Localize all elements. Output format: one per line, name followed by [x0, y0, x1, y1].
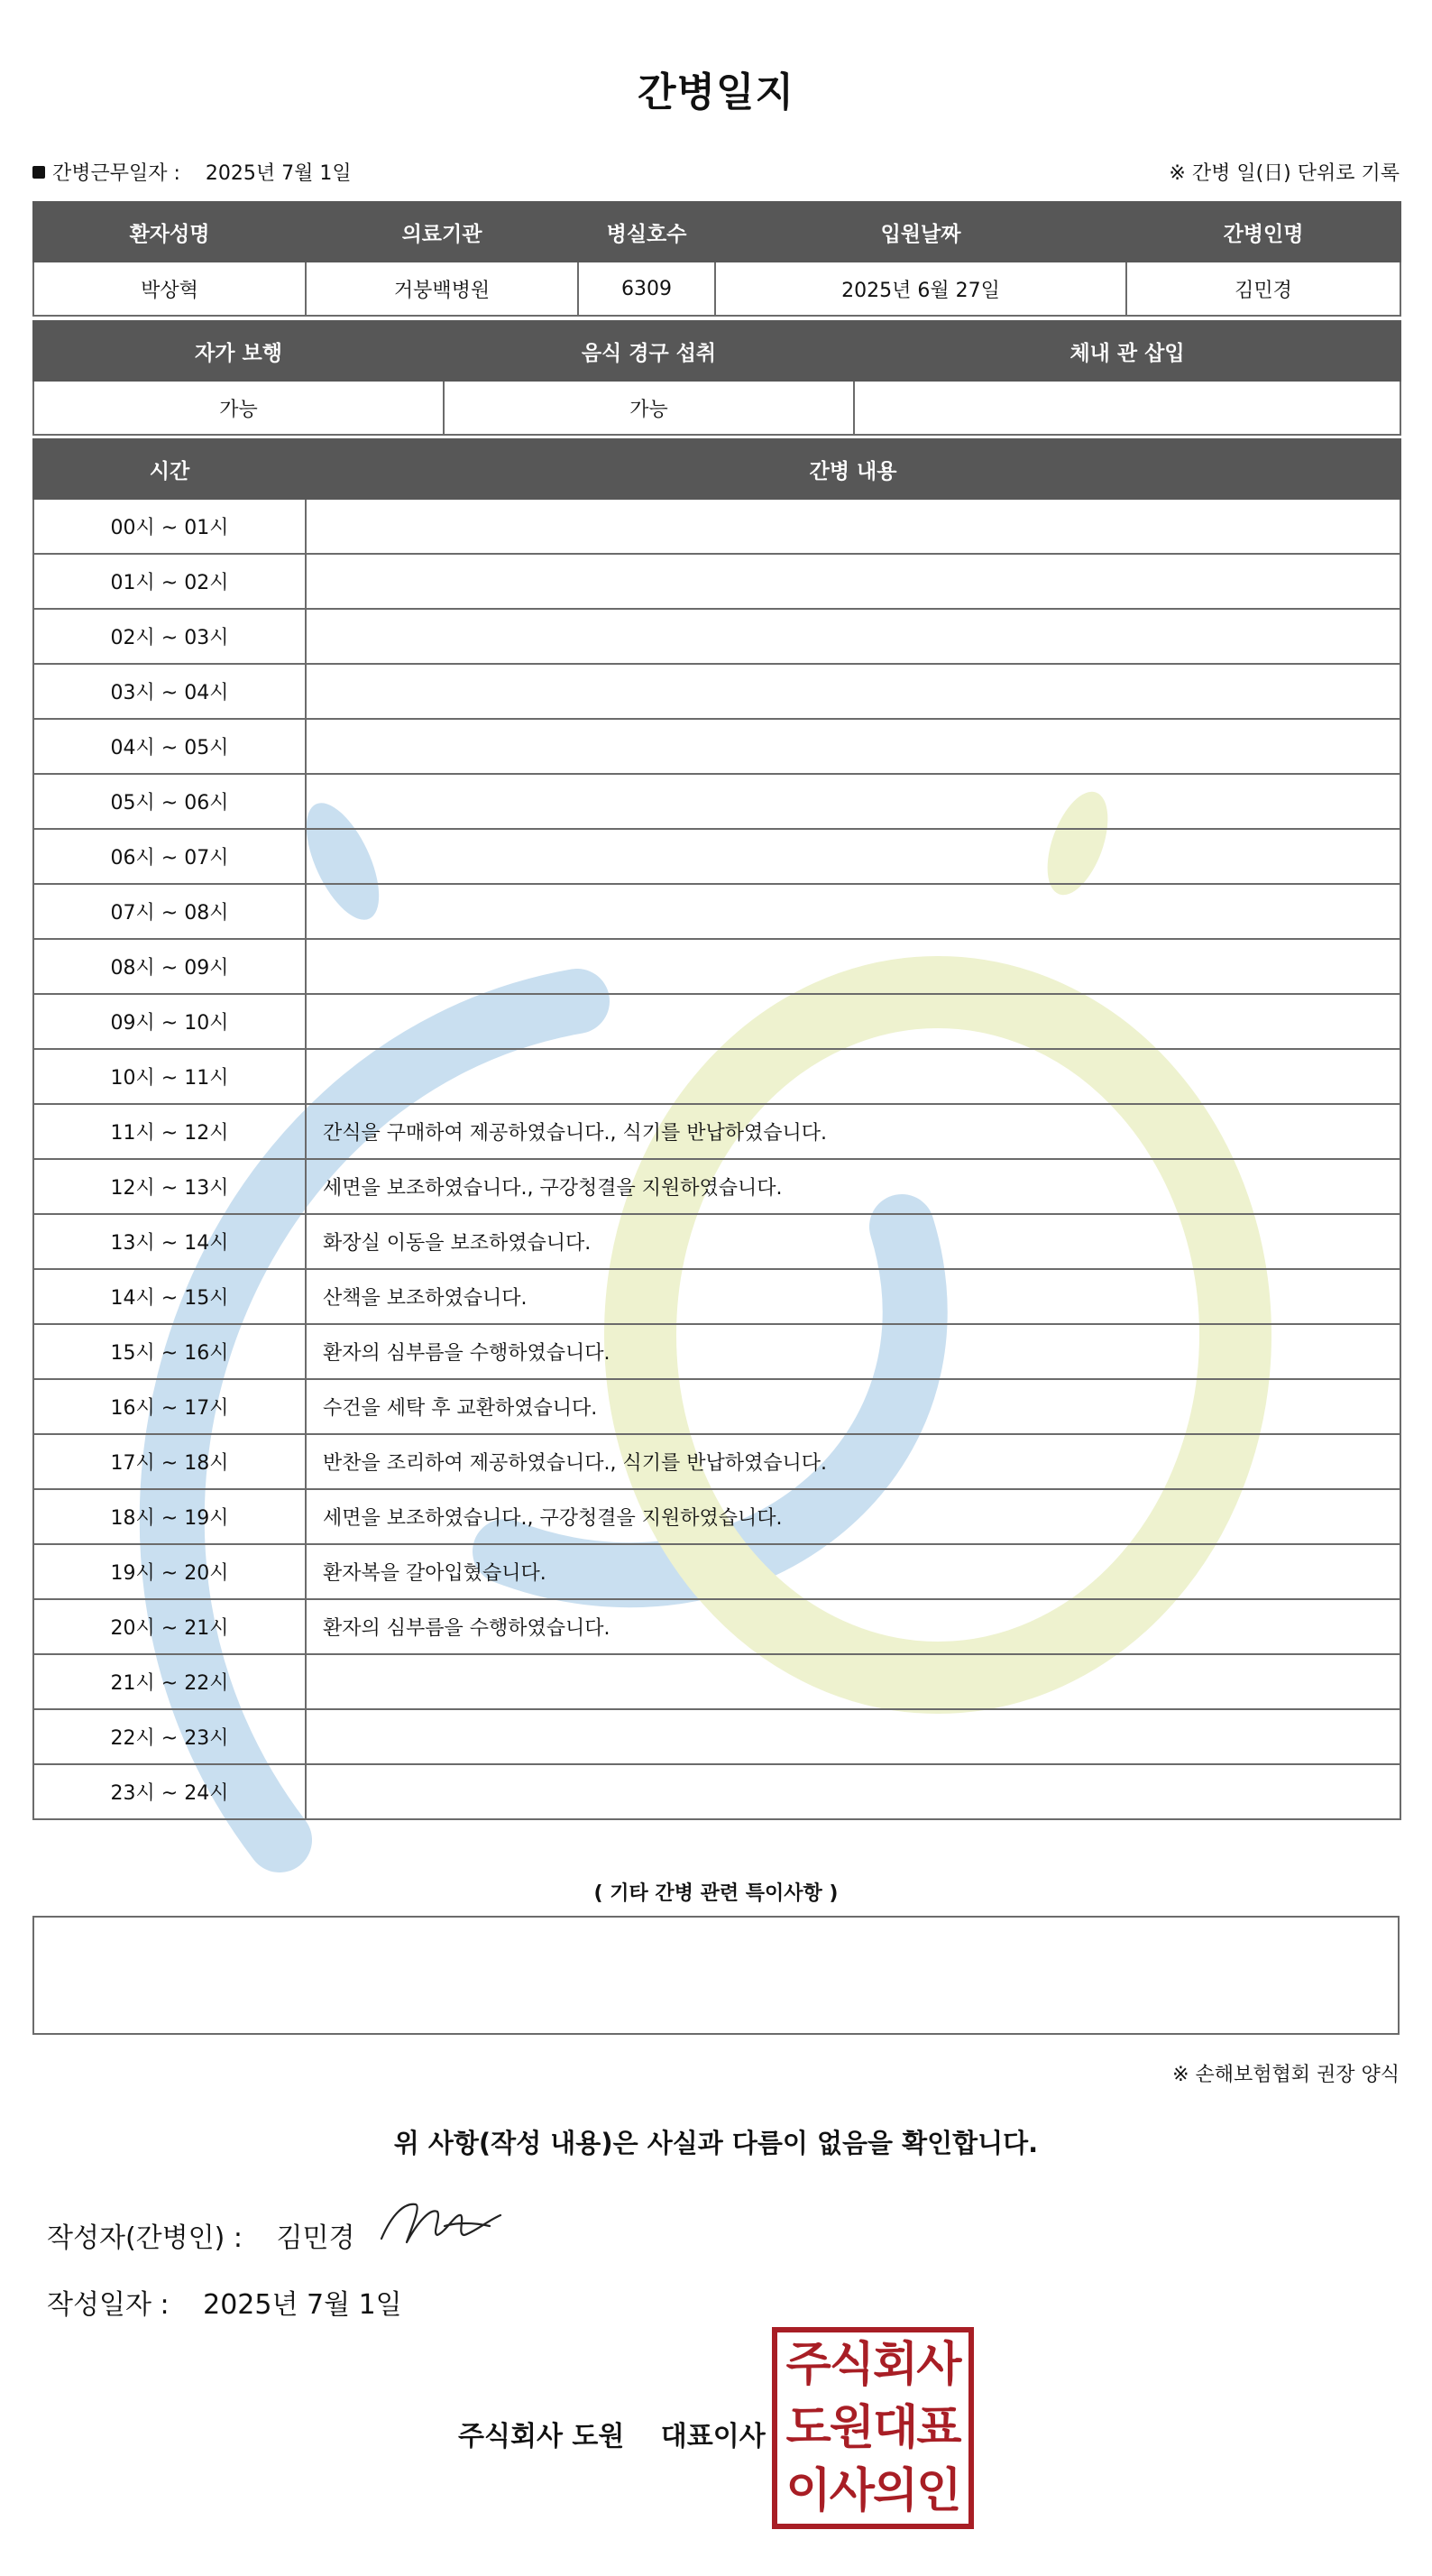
log-time: 16시 ~ 17시 [33, 1379, 306, 1434]
confirmation-statement: 위 사항(작성 내용)은 사실과 다름이 없음을 확인합니다. [393, 2128, 1039, 2158]
written-date-value: 2025년 7월 1일 [203, 2289, 402, 2321]
log-time: 15시 ~ 16시 [33, 1324, 306, 1379]
log-content: 세면을 보조하였습니다., 구강청결을 지원하였습니다. [306, 1159, 1400, 1214]
tube-insertion [854, 381, 1400, 435]
status-info-table [32, 320, 1401, 436]
log-time: 17시 ~ 18시 [33, 1434, 306, 1489]
table-row [33, 1049, 1400, 1104]
log-time: 10시 ~ 11시 [33, 1049, 306, 1104]
log-time: 13시 ~ 14시 [33, 1214, 306, 1269]
oral-intake: 가능 [444, 381, 854, 435]
log-time: 12시 ~ 13시 [33, 1159, 306, 1214]
table-row [33, 719, 1400, 774]
log-content [306, 499, 1400, 554]
special-notes-title: ( 기타 간병 관련 특이사항 ) [593, 1882, 839, 1905]
header-patient-name: 환자성명 [33, 202, 306, 262]
header-admission-date: 입원날짜 [715, 202, 1126, 262]
written-date-label: 작성일자 : [47, 2289, 170, 2321]
log-time: 14시 ~ 15시 [33, 1269, 306, 1324]
log-content [306, 1764, 1400, 1819]
header-care-content: 간병 내용 [306, 439, 1400, 499]
log-time: 06시 ~ 07시 [33, 829, 306, 884]
log-time: 03시 ~ 04시 [33, 664, 306, 719]
table-row [33, 1544, 1400, 1599]
seal-line: 이사의인 [785, 2464, 960, 2518]
log-content: 화장실 이동을 보조하였습니다. [306, 1214, 1400, 1269]
header-caregiver-name: 간병인명 [1126, 202, 1400, 262]
document-title: 간병일지 [637, 69, 794, 115]
author-name: 김민경 [276, 2222, 355, 2254]
header-time: 시간 [33, 439, 306, 499]
table-row [33, 1599, 1400, 1654]
log-content [306, 829, 1400, 884]
log-time: 22시 ~ 23시 [33, 1709, 306, 1764]
seal-line: 도원대표 [785, 2401, 960, 2455]
table-row [33, 1214, 1400, 1269]
log-time: 04시 ~ 05시 [33, 719, 306, 774]
patient-info-table [32, 201, 1401, 317]
log-content [306, 664, 1400, 719]
log-content: 산책을 보조하였습니다. [306, 1269, 1400, 1324]
log-time: 00시 ~ 01시 [33, 499, 306, 554]
table-row [33, 774, 1400, 829]
table-row [33, 829, 1400, 884]
square-bullet-icon [32, 166, 45, 179]
log-time: 05시 ~ 06시 [33, 774, 306, 829]
log-time: 08시 ~ 09시 [33, 939, 306, 994]
log-time: 21시 ~ 22시 [33, 1654, 306, 1709]
table-row [33, 994, 1400, 1049]
log-content [306, 994, 1400, 1049]
table-row [33, 1269, 1400, 1324]
header-hospital: 의료기관 [306, 202, 578, 262]
log-time: 11시 ~ 12시 [33, 1104, 306, 1159]
log-content: 환자의 심부름을 수행하였습니다. [306, 1599, 1400, 1654]
log-content: 환자복을 갈아입혔습니다. [306, 1544, 1400, 1599]
table-row [33, 664, 1400, 719]
table-row [33, 499, 1400, 554]
table-row [33, 884, 1400, 939]
care-log-rows [33, 499, 1400, 1819]
author [47, 2215, 354, 2255]
log-content [306, 1654, 1400, 1709]
work-date-value: 2025년 7월 1일 [205, 162, 352, 185]
table-row [33, 1654, 1400, 1709]
log-content [306, 609, 1400, 664]
table-row [33, 1159, 1400, 1214]
log-content: 세면을 보조하였습니다., 구강청결을 지원하였습니다. [306, 1489, 1400, 1544]
log-content: 환자의 심부름을 수행하였습니다. [306, 1324, 1400, 1379]
log-time: 20시 ~ 21시 [33, 1599, 306, 1654]
room-number: 6309 [578, 262, 715, 316]
record-unit-note: ※ 간병 일(日) 단위로 기록 [1169, 162, 1400, 185]
author-label: 작성자(간병인) : [47, 2222, 243, 2254]
table-row [33, 1764, 1400, 1819]
company-signature-line [458, 2414, 766, 2453]
care-log-table [32, 438, 1401, 1820]
handwritten-signature [374, 2195, 509, 2249]
log-content [306, 774, 1400, 829]
work-date-label: 간병근무일자 : [52, 162, 180, 185]
table-row [33, 1324, 1400, 1379]
header-oral-intake: 음식 경구 섭취 [444, 321, 854, 381]
caregiver-name: 김민경 [1126, 262, 1400, 316]
log-time: 23시 ~ 24시 [33, 1764, 306, 1819]
admission-date: 2025년 6월 27일 [715, 262, 1126, 316]
header-room-number: 병실호수 [578, 202, 715, 262]
self-walking: 가능 [33, 381, 444, 435]
patient-name: 박상혁 [33, 262, 306, 316]
log-content [306, 939, 1400, 994]
table-row [33, 1489, 1400, 1544]
table-row [33, 609, 1400, 664]
table-row [33, 1709, 1400, 1764]
table-row [33, 1434, 1400, 1489]
header-self-walking: 자가 보행 [33, 321, 444, 381]
log-content: 간식을 구매하여 제공하였습니다., 식기를 반납하였습니다. [306, 1104, 1400, 1159]
log-time: 18시 ~ 19시 [33, 1489, 306, 1544]
log-time: 07시 ~ 08시 [33, 884, 306, 939]
table-row [33, 1379, 1400, 1434]
company-title: 대표이사 [660, 2421, 766, 2452]
table-row [33, 1104, 1400, 1159]
log-content [306, 884, 1400, 939]
log-time: 01시 ~ 02시 [33, 554, 306, 609]
log-time: 02시 ~ 03시 [33, 609, 306, 664]
table-row [33, 939, 1400, 994]
recommendation-note: ※ 손해보험협회 권장 양식 [1172, 2064, 1400, 2086]
seal-line: 주식회사 [785, 2338, 960, 2392]
log-content [306, 719, 1400, 774]
log-time: 09시 ~ 10시 [33, 994, 306, 1049]
log-content [306, 554, 1400, 609]
company-name: 주식회사 도원 [458, 2421, 625, 2452]
table-row [33, 554, 1400, 609]
log-content [306, 1709, 1400, 1764]
company-seal [772, 2327, 974, 2529]
log-time: 19시 ~ 20시 [33, 1544, 306, 1599]
hospital: 거붕백병원 [306, 262, 578, 316]
written-date [47, 2282, 402, 2322]
log-content: 수건을 세탁 후 교환하였습니다. [306, 1379, 1400, 1434]
special-notes-box [32, 1916, 1400, 2035]
header-tube-insertion: 체내 관 삽입 [854, 321, 1400, 381]
log-content: 반찬을 조리하여 제공하였습니다., 식기를 반납하였습니다. [306, 1434, 1400, 1489]
log-content [306, 1049, 1400, 1104]
work-date [32, 158, 352, 186]
